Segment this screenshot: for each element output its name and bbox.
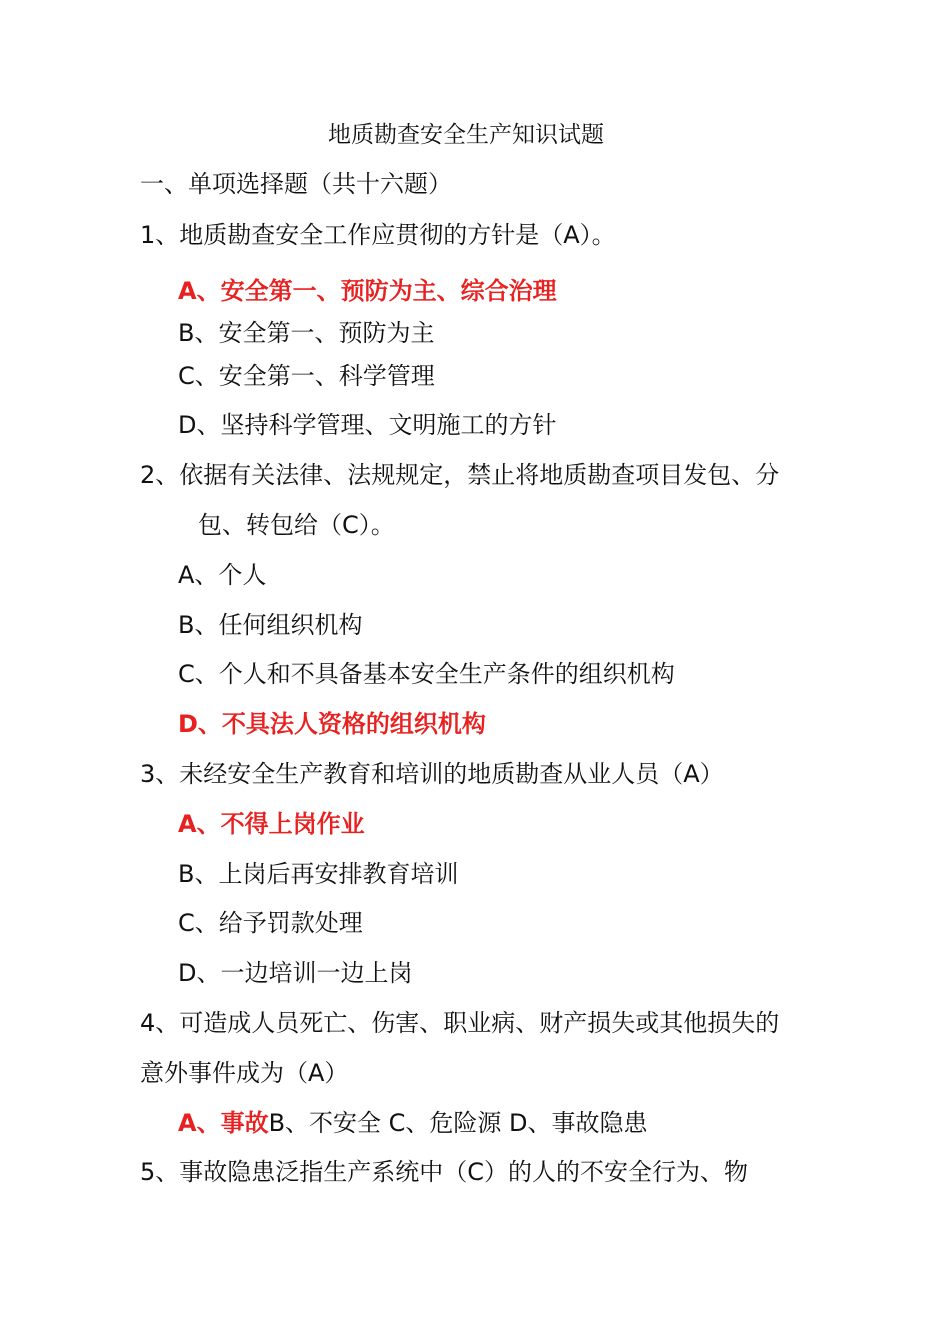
document-title: 地质勘查安全生产知识试题	[328, 122, 604, 148]
question-2-option-a: A、个人	[178, 561, 267, 589]
question-1-option-b: B、安全第一、预防为主	[178, 319, 435, 347]
question-1-option-c: C、安全第一、科学管理	[178, 362, 435, 390]
question-4-stem-line-1: 4、可造成人员死亡、伤害、职业病、财产损失或其他损失的	[140, 1009, 780, 1037]
question-4-option-a-correct: A、事故	[178, 1109, 269, 1137]
question-3-option-d: D、一边培训一边上岗	[178, 959, 413, 987]
question-3-option-c: C、给予罚款处理	[178, 909, 363, 937]
question-1-stem: 1、地质勘查安全工作应贯彻的方针是（A）。	[140, 221, 616, 249]
question-3-stem: 3、未经安全生产教育和培训的地质勘查从业人员（A）	[140, 760, 724, 788]
question-4-stem-line-2: 意外事件成为（A）	[140, 1059, 349, 1087]
question-2-stem-line-2: 包、转包给（C）。	[198, 511, 395, 539]
section-heading: 一、单项选择题（共十六题）	[140, 170, 452, 198]
question-2-option-d-correct: D、不具法人资格的组织机构	[178, 710, 486, 738]
question-2-option-b: B、任何组织机构	[178, 611, 363, 639]
question-4-options-line	[178, 1108, 648, 1138]
question-3-option-b: B、上岗后再安排教育培训	[178, 860, 459, 888]
question-2-option-c: C、个人和不具备基本安全生产条件的组织机构	[178, 660, 675, 688]
question-4-other-options: B、不安全 C、危险源 D、事故隐患	[268, 1109, 648, 1137]
question-3-option-a-correct: A、不得上岗作业	[178, 810, 365, 838]
question-5-stem: 5、事故隐患泛指生产系统中（C）的人的不安全行为、物	[140, 1158, 749, 1186]
question-2-stem-line-1: 2、依据有关法律、法规规定，禁止将地质勘查项目发包、分	[140, 461, 780, 489]
question-1-option-a-correct: A、安全第一、预防为主、综合治理	[178, 277, 557, 305]
question-1-option-d: D、坚持科学管理、文明施工的方针	[178, 411, 557, 439]
